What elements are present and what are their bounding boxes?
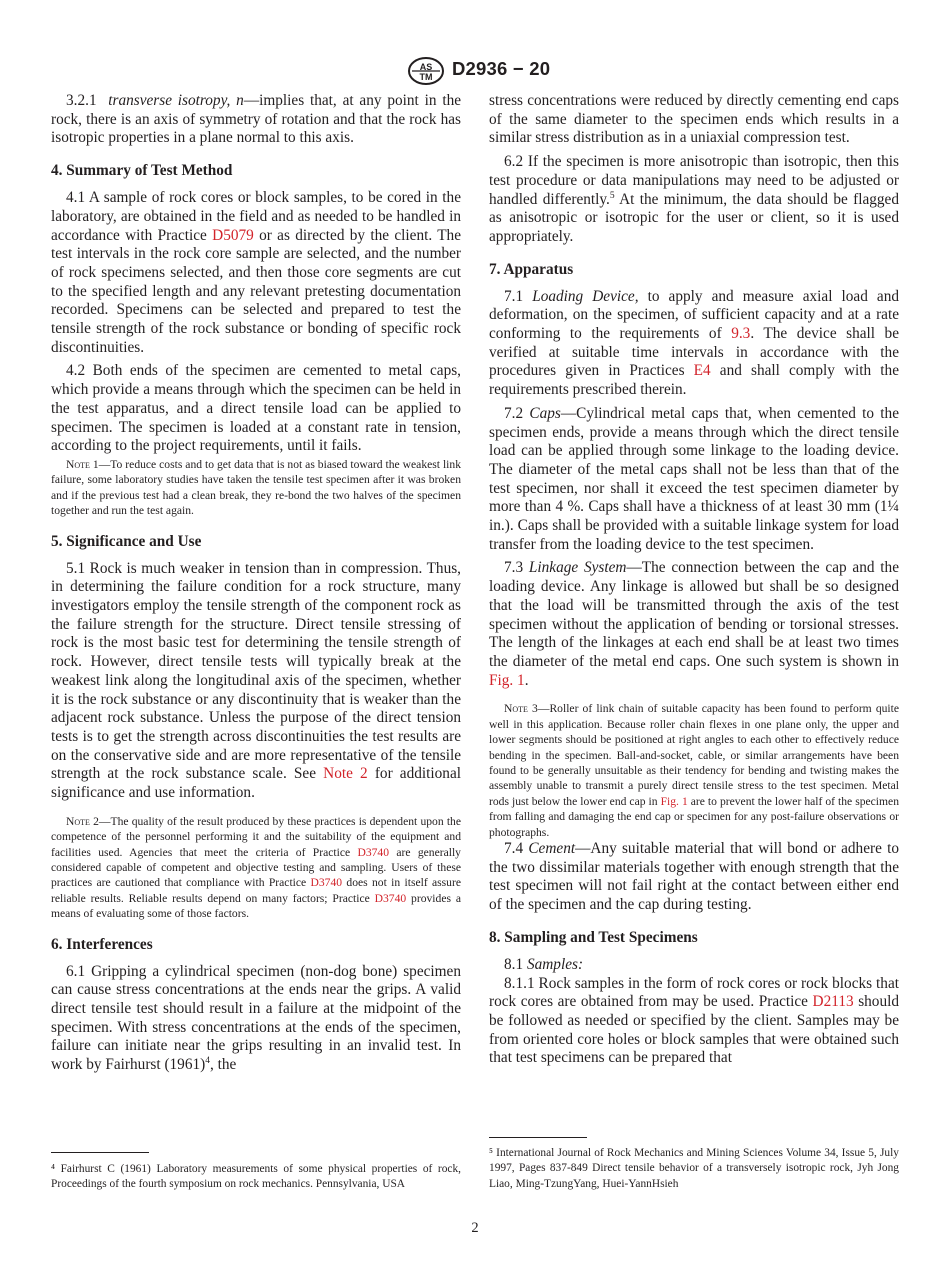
paragraph-4-2: 4.2 Both ends of the specimen are cemented to metal caps, which provide a means through which the specimen can be held in the test apparatus, and a direct tensile load can be applied to specimen. The specimen is loaded at a constant rate in tension, according to the project requirements, until it fails.	[51, 362, 461, 455]
note-3: Note 3—Roller of link chain of suitable capacity has been found to perform quite well in this application. Because roller chain flexes in one plane only, the upper and lower segments should be positioned at right angles to each other to effectively reduce bending in the specimen. Ball-and-socket, cable, or similar arrangements have been found to be generally unsuitable as their tendency for bending and twisting makes the assembly unable to transmit a purely direct tensile stress to the test specimen. Metal rods just below the lower end cap in Fig. 1 are to prevent the lower half of the specimen from falling and damaging the end cap or specimen for any post-failure observations or photographs.	[489, 702, 900, 839]
astm-logo	[406, 56, 446, 86]
ref-d2113-link[interactable]: D2113	[812, 993, 854, 1011]
section-8-heading: 8. Sampling and Test Specimens	[489, 928, 698, 946]
left-column	[51, 92, 461, 1075]
ref-fig-1-link[interactable]: Fig. 1	[660, 794, 688, 808]
paragraph-8-1-1: 8.1.1 Rock samples in the form of rock cores or rock blocks that rock cores are obtained from may be used. Practice D2113 should be followed as needed or specified by the client. Samples may be from oriented core holes or block samples that were obtained such that test specimens can be prepared that	[489, 974, 899, 1067]
footnote-5: ⁵ International Journal of Rock Mechanics and Mining Sciences Volume 34, Issue 5, July 1997, Pages 837-849 Direct tensile behavior of a transversely isotropic rock, Jyh Jong Liao, Ming-TzungYang, Huei-YannHsieh	[489, 1147, 899, 1190]
ref-d3740-link[interactable]: D3740	[310, 876, 343, 890]
page-number: 2	[471, 1220, 479, 1236]
footnote-4: ⁴ Fairhurst C (1961) Laboratory measurements of some physical properties of rock, Proceedings of the fourth symposium on rock mechanics. Pennsylvania, USA	[51, 1163, 461, 1191]
section-6-heading: 6. Interferences	[51, 935, 153, 953]
paragraph-6-2: 6.2 If the specimen is more anisotropic than isotropic, then this test procedure or data manipulations may need to be adjusted or handled differently.$^5$ At the minimum, the data should be flagged as anisotropic or isotropic for the user or client, so it is used appropriately.	[489, 153, 899, 245]
ref-fig-1-link[interactable]: Fig. 1	[489, 671, 525, 689]
footnote-divider	[51, 1152, 149, 1153]
svg-text:AS: AS	[419, 62, 433, 72]
footnote-5-marker[interactable]: 5	[609, 190, 615, 201]
ref-d3740-link[interactable]: D3740	[357, 845, 390, 859]
footnote-4-marker[interactable]: 4	[205, 1055, 210, 1066]
ref-d3740-link[interactable]: D3740	[374, 891, 407, 905]
note-2: Note 2—The quality of the result produced by these practices is dependent upon the competence of the personnel performing it and the suitability of the equipment and facilities used. Agencies that meet the criteria of Practice D3740 are generally considered capable of competent and objective testing and sampling. Users of these practices are cautioned that compliance with Practice D3740 does not in itself assure reliable results. Reliable results depend on many factors; Practice D3740 provides a means of evaluating some of those factors.	[51, 814, 462, 921]
section-4-heading: 4. Summary of Test Method	[51, 162, 233, 180]
paragraph-6-1: 6.1 Gripping a cylindrical specimen (non-dog bone) specimen can cause stress concentrations at the ends near the grips. A valid direct tensile test should result in a failure at the midpoint of the specimen. With stress concentrations at the ends of the specimen, failure can initiate near the grips resulting in an invalid test. In work by Fairhurst $(1961)^4$, the	[51, 962, 461, 1074]
paragraph-8-1: 8.1 Samples:	[504, 955, 584, 973]
section-7-heading: 7. Apparatus	[489, 260, 574, 278]
paragraph-6-1-continued: stress concentrations were reduced by directly cementing end caps of the same diameter to the specimen ends which results in a similar stress distribution as in a uniaxial compression test.	[489, 92, 899, 147]
document-id: D2936 − 20	[452, 58, 551, 79]
ref-e4-link[interactable]: E4	[693, 362, 711, 380]
paragraph-3-2-1: 3.2.1 transverse isotropy, n—implies that, at any point in the rock, there is an axis of symmetry of rotation and that the rock has isotropic properties in a plane normal to this axis.	[51, 92, 462, 147]
ref-d5079-link[interactable]: D5079	[212, 226, 254, 244]
paragraph-4-1: 4.1 A sample of rock cores or block samples, to be cored in the laboratory, are obtained in the field and as needed to be handled in accordance with Practice D5079 or as directed by the client. The test intervals in the rock core sample are selected, and the number of rock specimens selected, and then those core segments are cut to the specified length and any relevant pretesting documentation recorded. Specimens can be selected and prepared to test the tensile strength of the rock substance or bonding of specific rock discontinuities.	[51, 189, 461, 356]
note-1: Note 1—To reduce costs and to get data that is not as biased toward the weakest link failure, some laboratory studies have taken the tensile test specimen after it was broken and if the previous test had a clean break, they re-bond the two halves of the specimen together and run the test again.	[51, 457, 461, 518]
paragraph-7-4: 7.4 Cement—Any suitable material that will bond or adhere to the two dissimilar materials together with enough strength that the test specimen will not fail right at the contact between either end of the specimen and the cap during testing.	[489, 840, 899, 914]
svg-text:TM: TM	[419, 72, 433, 82]
ref-9-3-link[interactable]: 9.3	[731, 325, 751, 343]
section-5-heading: 5. Significance and Use	[51, 532, 202, 550]
right-column	[489, 92, 899, 1068]
ref-note-2-link[interactable]: Note 2	[323, 765, 368, 783]
footnote-divider	[489, 1137, 587, 1138]
paragraph-7-3: 7.3 Linkage System—The connection between the cap and the loading device. Any linkage is allowed but shall be so designed that the load will be transmitted through the axis of the test specimen without the application of bending or torsional stresses. The length of the linkages at each end shall be at least two times the diameter of the metal end caps. One such system is shown in Fig. 1.	[489, 559, 899, 689]
page-header	[0, 56, 950, 88]
paragraph-7-2: 7.2 Caps—Cylindrical metal caps that, when cemented to the specimen ends, provide a means through which the direct tensile load can be applied through some linkage to the loading device. The diameter of the metal caps shall not be less than that of the test specimen, nor shall it exceed the test specimen diameter by more than 4 %. Caps shall have a thickness of at least 30 mm (1¼ in.). Caps shall be provided with a suitable linkage system for load transfer from the loading device to the test specimen.	[489, 404, 899, 553]
paragraph-7-1: 7.1 Loading Device, to apply and measure axial load and deformation, on the specimen, of sufficient capacity and at a rate conforming to the requirements of 9.3. The device shall be verified at suitable time intervals in accordance with the procedures given in Practices E4 and shall comply with the requirements prescribed therein.	[489, 287, 899, 399]
paragraph-5-1: 5.1 Rock is much weaker in tension than in compression. Thus, in determining the failure condition for a rock structure, many investigators employ the tensile strength of the component rock as the failure strength for the structure. Direct tensile stressing of rock is the most basic test for determining the tensile strength of rock. However, direct tensile tests will typically break at the weakest link along the longitudinal axis of the specimen, whether it is the rock substance or any discontinuity that is weaker than the adjacent rock substance. Unless the purpose of the direct tension tests is to get the strength across discontinuities the test results are on the conservative side and are more representative of the tensile strength at the rock substance scale. See Note 2 for additional significance and use information.	[51, 559, 461, 802]
